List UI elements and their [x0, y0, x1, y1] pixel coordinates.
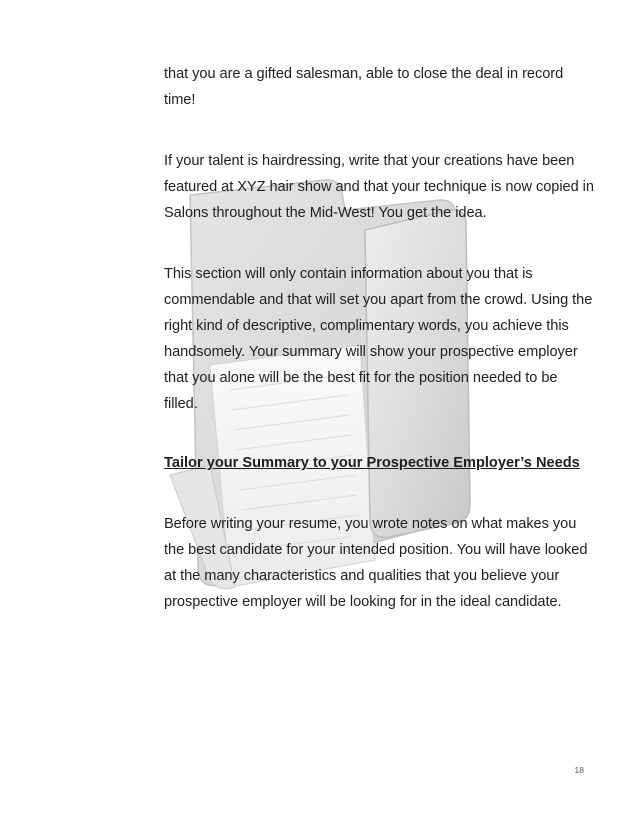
document-body — [164, 61, 594, 650]
paragraph-hairdressing: If your talent is hairdressing, write that your creations have been featured at XYZ hair show and that your technique is now copied in Salons throughout the Mid-West! You get the idea. — [164, 153, 594, 221]
page-number: 18 — [574, 765, 584, 775]
paragraph-section-summary: This section will only contain information about you that is commendable and that will set you apart from the crowd. Using the right kind of descriptive, complimentary words, you achieve this handsomely. Your summary will show your prospective employer that you alone will be the best fit for the position needed to be filled. — [164, 266, 593, 412]
section-heading: Tailor your Summary to your Prospective Employer’s Needs — [164, 455, 580, 471]
paragraph-before-writing: Before writing your resume, you wrote notes on what makes you the best candidate for your intended position. You will have looked at the many characteristics and qualities that you believe your prospective employer will be looking for in the ideal candidate. — [164, 516, 588, 610]
paragraph-salesman: that you are a gifted salesman, able to close the deal in record time! — [164, 66, 564, 108]
